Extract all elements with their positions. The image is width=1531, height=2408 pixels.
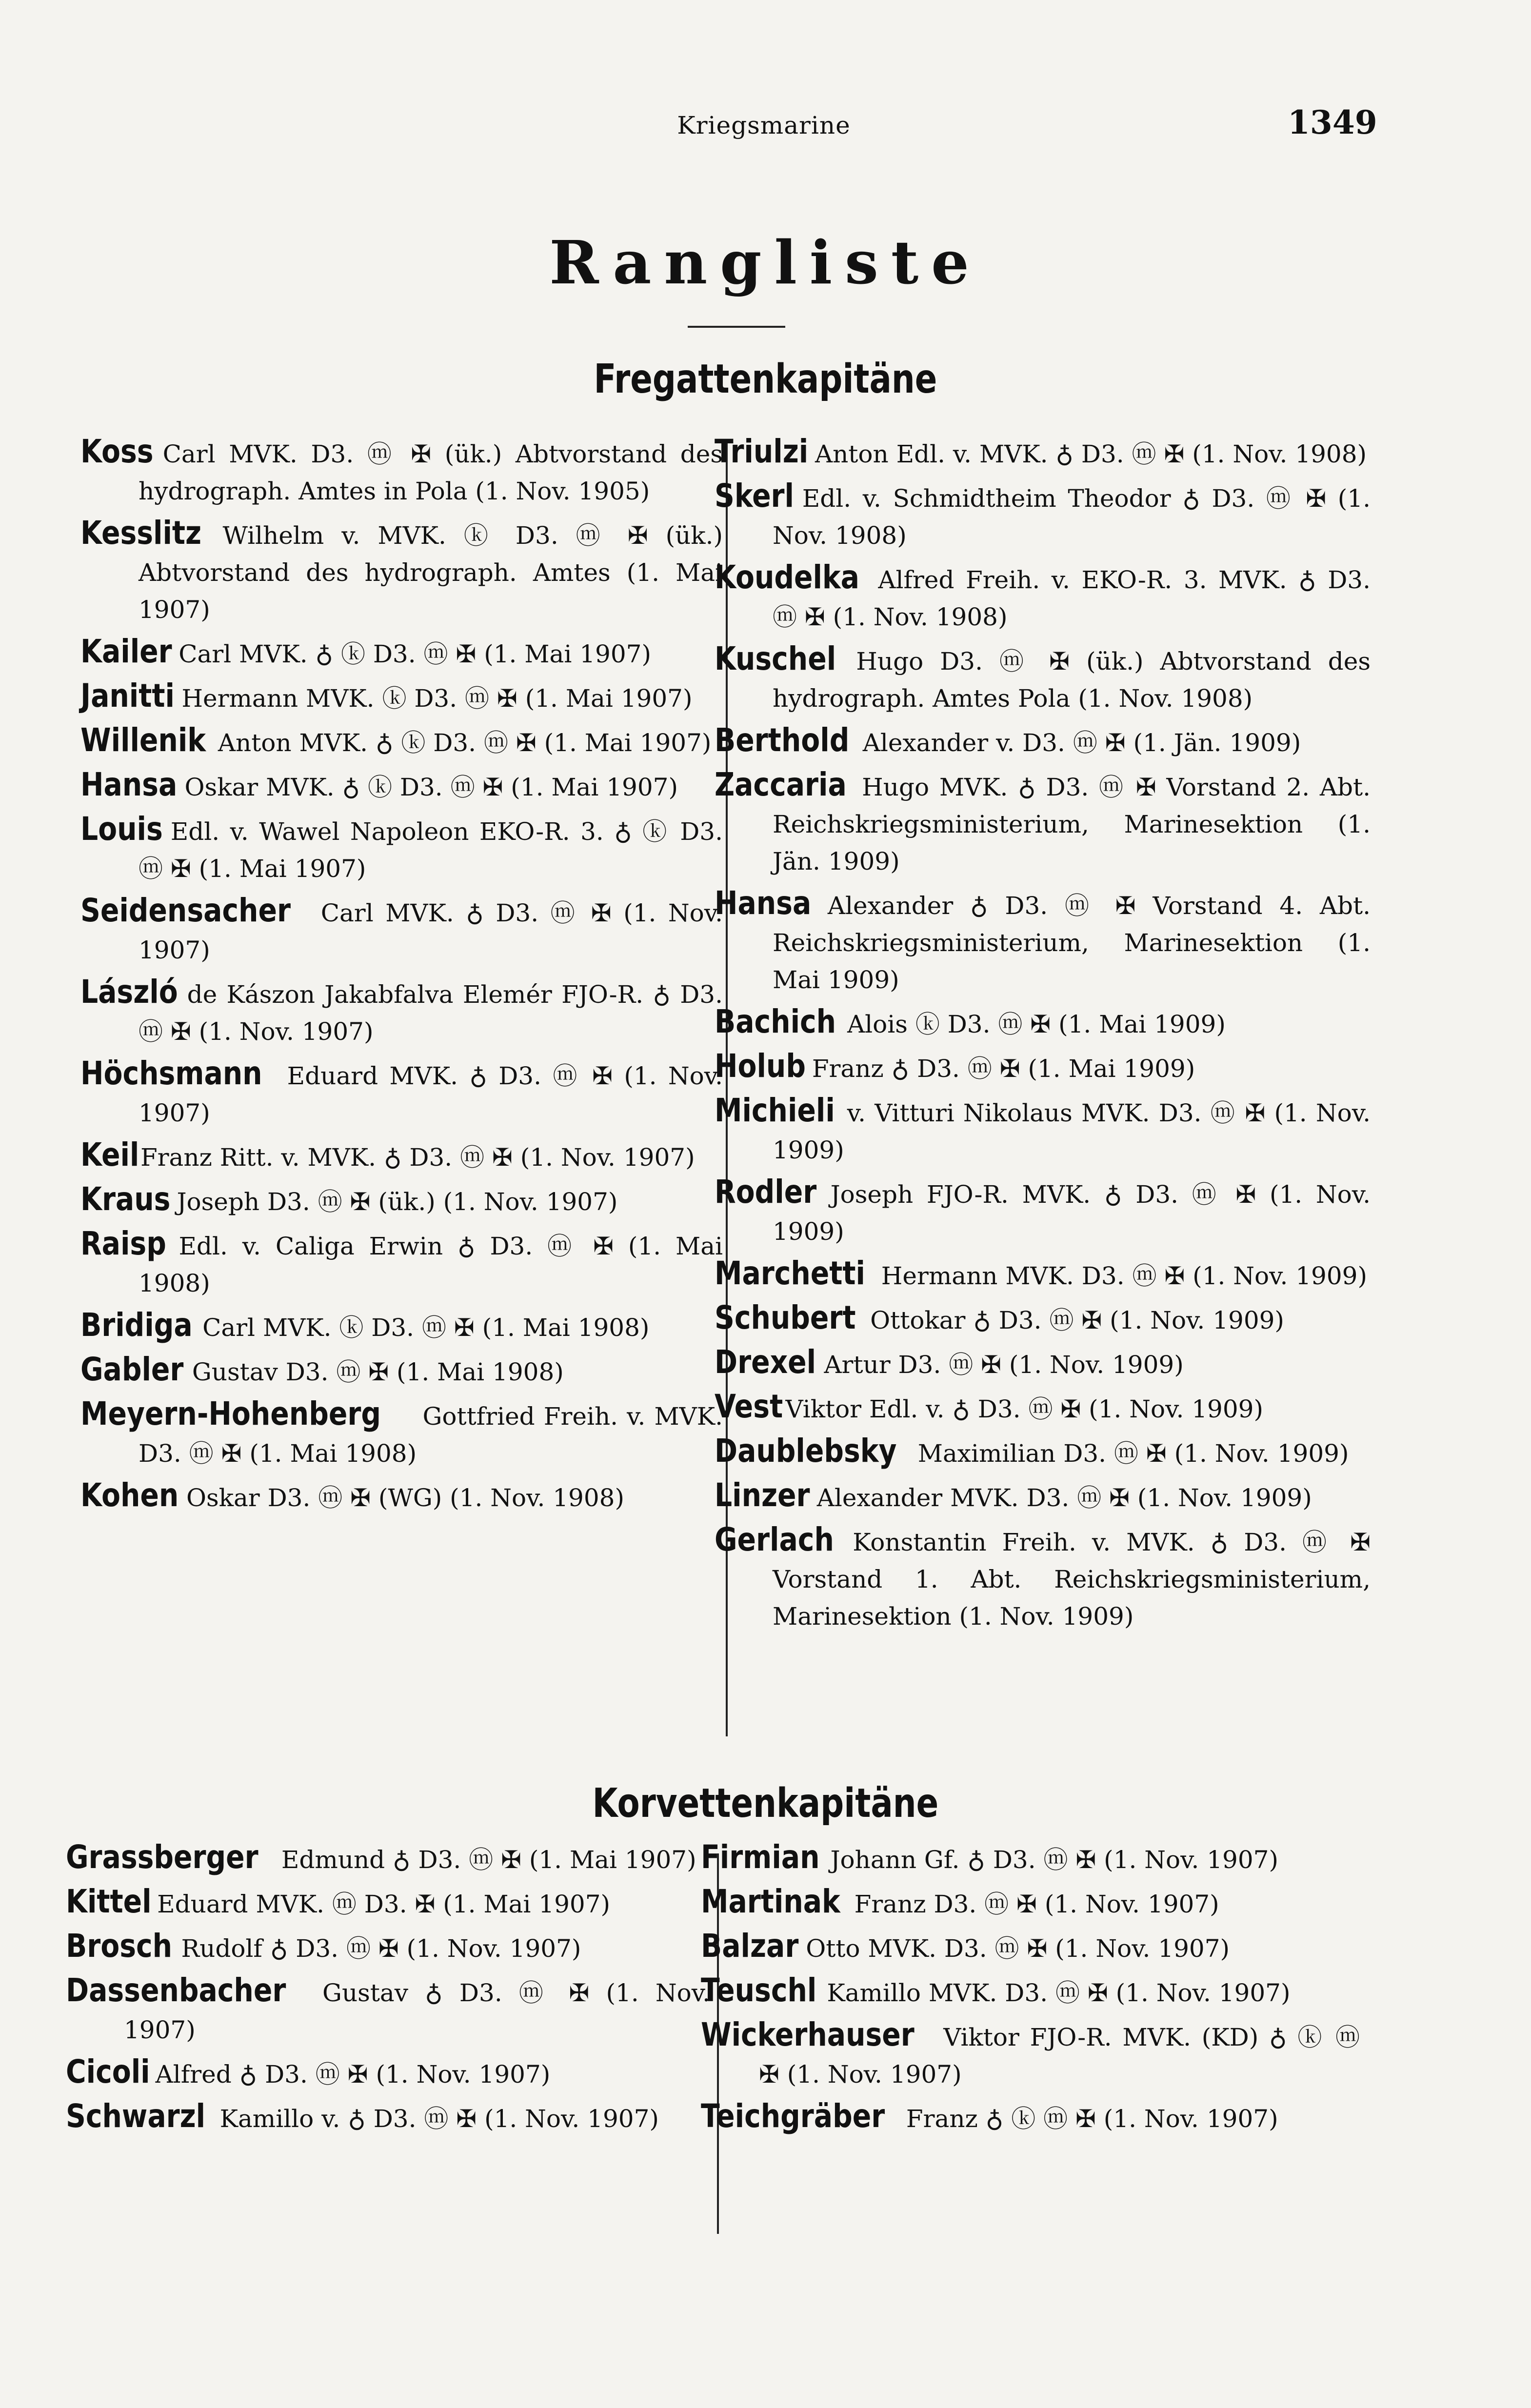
rank-entry (714, 1254, 1371, 1294)
entry-details: Hermann MVK. ⓚ D3. ⓜ ✠ (1. Mai 1907) (181, 684, 693, 713)
entry-details: Anton Edl. v. MVK. ♁ D3. ⓜ ✠ (1. Nov. 1908) (815, 440, 1367, 468)
fregattenkapitaene-right-column (714, 433, 1371, 1640)
rank-entry (80, 633, 723, 673)
entry-details: Gustav D3. ⓜ ✠ (1. Mai 1908) (192, 1358, 564, 1386)
rank-entry (80, 677, 723, 717)
rank-entry (700, 2097, 1360, 2137)
entry-surname: László (80, 973, 178, 1011)
entry-surname: Gabler (80, 1351, 184, 1388)
rank-entry (80, 721, 723, 761)
section-heading-korvettenkapitaene: Korvettenkapitäne (592, 1780, 939, 1827)
entry-details: Viktor Edl. v. ♁ D3. ⓜ ✠ (1. Nov. 1909) (785, 1395, 1263, 1423)
rank-entry (714, 1388, 1371, 1428)
entry-surname: Kesslitz (80, 514, 202, 552)
entry-details: Alexander v. D3. ⓜ ✠ (1. Jän. 1909) (862, 729, 1301, 757)
rank-entry (80, 973, 723, 1050)
entry-surname: Koss (80, 433, 154, 470)
rank-entry (700, 1883, 1360, 1923)
entry-surname: Teuschl (700, 1971, 817, 2009)
rank-entry (714, 1003, 1371, 1043)
entry-surname: Raisp (80, 1225, 166, 1262)
entry-details: Kamillo v. ♁ D3. ⓜ ✠ (1. Nov. 1907) (219, 2105, 659, 2133)
entry-surname: Kailer (80, 633, 172, 670)
entry-surname: Linzer (714, 1476, 810, 1514)
entry-details: v. Vitturi Nikolaus MVK. D3. ⓜ ✠ (1. Nov. 1909) (773, 1099, 1371, 1164)
entry-details: Joseph D3. ⓜ ✠ (ük.) (1. Nov. 1907) (177, 1188, 618, 1216)
entry-details: Alfred Freih. v. EKO-R. 3. MVK. ♁ D3. ⓜ ✠ (1. Nov. 1908) (773, 566, 1371, 631)
entry-details: Rudolf ♁ D3. ⓜ ✠ (1. Nov. 1907) (181, 1934, 581, 1963)
entry-details: Hugo D3. ⓜ ✠ (ük.) Abtvorstand des hydrograph. Amtes Pola (1. Nov. 1908) (773, 647, 1371, 713)
entry-surname: Drexel (714, 1343, 816, 1381)
entry-details: Oskar D3. ⓜ ✠ (WG) (1. Nov. 1908) (186, 1484, 624, 1512)
rank-entry (714, 1173, 1371, 1250)
entry-details: Joseph FJO-R. MVK. ♁ D3. ⓜ ✠ (1. Nov. 1909) (773, 1180, 1371, 1246)
entry-surname: Triulzi (714, 433, 809, 470)
entry-surname: Balzar (700, 1927, 799, 1965)
entry-surname: Hansa (80, 766, 178, 803)
entry-surname: Bachich (714, 1003, 836, 1040)
rank-entry (714, 1092, 1371, 1169)
rank-entry (714, 1343, 1371, 1383)
section-heading-fregattenkapitaene: Fregattenkapitäne (594, 356, 937, 402)
entry-details: Eduard MVK. ♁ D3. ⓜ ✠ (1. Nov. 1907) (139, 1062, 723, 1127)
entry-details: Maximilian D3. ⓜ ✠ (1. Nov. 1909) (917, 1439, 1349, 1468)
entry-surname: Kuschel (714, 640, 836, 677)
rank-entry (80, 810, 723, 887)
rank-entry (714, 721, 1371, 761)
rank-entry (80, 892, 723, 969)
entry-surname: Vest (714, 1388, 783, 1425)
entry-details: Alois ⓚ D3. ⓜ ✠ (1. Mai 1909) (847, 1010, 1226, 1038)
entry-details: Edl. v. Wawel Napoleon EKO-R. 3. ♁ ⓚ D3. ⓜ ✠ (1. Mai 1907) (139, 817, 723, 883)
rank-entry (700, 2016, 1360, 2093)
rank-entry (714, 640, 1371, 717)
rank-entry (80, 1395, 723, 1472)
entry-details: Alexander MVK. D3. ⓜ ✠ (1. Nov. 1909) (816, 1484, 1312, 1512)
entry-surname: Schubert (714, 1299, 856, 1336)
entry-surname: Wickerhauser (700, 2016, 915, 2053)
rank-entry (80, 1476, 723, 1516)
entry-surname: Skerl (714, 477, 795, 515)
entry-details: Franz ♁ ⓚ ⓜ ✠ (1. Nov. 1907) (906, 2105, 1278, 2133)
rank-entry (80, 1225, 723, 1302)
entry-details: Otto MVK. D3. ⓜ ✠ (1. Nov. 1907) (806, 1934, 1230, 1963)
entry-surname: Berthold (714, 721, 850, 759)
rank-entry (700, 1927, 1360, 1967)
entry-surname: Bridiga (80, 1306, 193, 1344)
korvettenkapitaene-left-column (65, 1838, 710, 2142)
entry-surname: Hansa (714, 884, 812, 922)
entry-details: Carl MVK. ♁ ⓚ D3. ⓜ ✠ (1. Mai 1907) (179, 640, 651, 668)
entry-surname: Janitti (80, 677, 175, 715)
entry-surname: Teichgräber (700, 2097, 885, 2135)
entry-details: Hermann MVK. D3. ⓜ ✠ (1. Nov. 1909) (881, 1262, 1367, 1290)
entry-surname: Louis (80, 810, 163, 848)
entry-details: Carl MVK. ⓚ D3. ⓜ ✠ (1. Mai 1908) (202, 1313, 650, 1342)
title-rule (688, 326, 785, 328)
entry-details: Edl. v. Schmidtheim Theodor ♁ D3. ⓜ ✠ (1. Nov. 1908) (773, 484, 1371, 550)
entry-surname: Marchetti (714, 1254, 866, 1292)
entry-details: Franz ♁ D3. ⓜ ✠ (1. Mai 1909) (812, 1055, 1195, 1083)
entry-details: Ottokar ♁ D3. ⓜ ✠ (1. Nov. 1909) (870, 1306, 1284, 1334)
page-title: Rangliste (549, 227, 982, 298)
entry-details: Johann Gf. ♁ D3. ⓜ ✠ (1. Nov. 1907) (830, 1846, 1278, 1874)
rank-entry (80, 1055, 723, 1132)
entry-surname: Kittel (65, 1883, 152, 1920)
entry-surname: Kraus (80, 1180, 171, 1218)
rank-entry (714, 477, 1371, 554)
running-head: Kriegsmarine (677, 111, 851, 139)
entry-details: Franz Ritt. v. MVK. ♁ D3. ⓜ ✠ (1. Nov. 1907) (140, 1143, 695, 1172)
korvettenkapitaene-right-column (700, 1838, 1360, 2142)
entry-details: Wilhelm v. MVK. ⓚ D3. ⓜ ✠ (ük.) Abtvorstand des hydrograph. Amtes (1. Mai 1907) (139, 521, 723, 624)
entry-surname: Koudelka (714, 558, 859, 596)
entry-surname: Kohen (80, 1476, 179, 1514)
entry-surname: Seidensacher (80, 892, 291, 929)
rank-entry (80, 1306, 723, 1346)
rank-entry (700, 1971, 1360, 2011)
entry-surname: Brosch (65, 1927, 173, 1965)
rank-entry (65, 1971, 710, 2049)
entry-surname: Keil (80, 1136, 139, 1174)
entry-details: Franz D3. ⓜ ✠ (1. Nov. 1907) (854, 1890, 1219, 1918)
rank-entry (65, 2097, 710, 2137)
rank-entry (714, 884, 1371, 998)
entry-details: Gottfried Freih. v. MVK. D3. ⓜ ✠ (1. Mai 1908) (139, 1402, 723, 1468)
entry-surname: Höchsmann (80, 1055, 262, 1092)
entry-details: Edl. v. Caliga Erwin ♁ D3. ⓜ ✠ (1. Mai 1908) (139, 1232, 723, 1297)
rank-entry (80, 514, 723, 628)
rank-entry (65, 1838, 710, 1878)
entry-surname: Gerlach (714, 1521, 834, 1558)
rank-entry (700, 1838, 1360, 1878)
entry-details: Konstantin Freih. v. MVK. ♁ D3. ⓜ ✠ Vorstand 1. Abt. Reichskriegsministerium, Marinesektion (1. Nov. 1909) (773, 1528, 1371, 1631)
entry-details: Gustav ♁ D3. ⓜ ✠ (1. Nov. 1907) (124, 1979, 710, 2044)
fregattenkapitaene-left-column (80, 433, 723, 1521)
rank-entry (80, 1136, 723, 1176)
rank-entry (80, 1351, 723, 1391)
rank-entry (714, 1299, 1371, 1339)
entry-details: Carl MVK. D3. ⓜ ✠ (ük.) Abtvorstand des hydrograph. Amtes in Pola (1. Nov. 1905) (139, 440, 723, 505)
rank-entry (714, 558, 1371, 636)
entry-details: Kamillo MVK. D3. ⓜ ✠ (1. Nov. 1907) (827, 1979, 1291, 2007)
entry-surname: Cicoli (65, 2053, 150, 2090)
entry-details: Carl MVK. ♁ D3. ⓜ ✠ (1. Nov. 1907) (139, 899, 723, 964)
rank-entry (714, 1047, 1371, 1087)
rank-entry (65, 1883, 710, 1923)
entry-details: Viktor FJO-R. MVK. (KD) ♁ ⓚ ⓜ ✠ (1. Nov. 1907) (759, 2023, 1360, 2089)
entry-surname: Schwarzl (65, 2097, 206, 2135)
rank-entry (714, 433, 1371, 473)
entry-surname: Martinak (700, 1883, 840, 1920)
rank-entry (80, 1180, 723, 1220)
entry-details: Oskar MVK. ♁ ⓚ D3. ⓜ ✠ (1. Mai 1907) (184, 773, 678, 801)
page-number: 1349 (1288, 103, 1377, 141)
entry-details: Edmund ♁ D3. ⓜ ✠ (1. Mai 1907) (281, 1846, 696, 1874)
entry-details: de Kászon Jakabfalva Elemér FJO-R. ♁ D3. ⓜ ✠ (1. Nov. 1907) (139, 980, 723, 1046)
entry-details: Hugo MVK. ♁ D3. ⓜ ✠ Vorstand 2. Abt. Reichskriegsministerium, Marinesektion (1. Jän. 1909) (773, 773, 1371, 876)
entry-surname: Meyern-Hohenberg (80, 1395, 381, 1433)
rank-entry (714, 1432, 1371, 1472)
entry-surname: Michieli (714, 1092, 835, 1129)
entry-surname: Dassenbacher (65, 1971, 286, 2009)
rank-entry (714, 1476, 1371, 1516)
entry-details: Artur D3. ⓜ ✠ (1. Nov. 1909) (824, 1351, 1184, 1379)
rank-entry (80, 433, 723, 510)
entry-details: Alexander ♁ D3. ⓜ ✠ Vorstand 4. Abt. Reichskriegsministerium, Marinesektion (1. Mai 1909) (773, 892, 1371, 994)
entry-details: Alfred ♁ D3. ⓜ ✠ (1. Nov. 1907) (155, 2060, 551, 2089)
entry-surname: Zaccaria (714, 766, 847, 803)
entry-surname: Grassberger (65, 1838, 258, 1876)
rank-entry (65, 1927, 710, 1967)
entry-surname: Rodler (714, 1173, 817, 1211)
rank-entry (714, 766, 1371, 880)
entry-surname: Daublebsky (714, 1432, 897, 1470)
rank-entry (80, 766, 723, 806)
entry-surname: Willenik (80, 721, 206, 759)
entry-details: Anton MVK. ♁ ⓚ D3. ⓜ ✠ (1. Mai 1907) (218, 729, 712, 757)
entry-surname: Firmian (700, 1838, 820, 1876)
entry-surname: Holub (714, 1047, 806, 1085)
rank-entry (65, 2053, 710, 2093)
entry-details: Eduard MVK. ⓜ D3. ✠ (1. Mai 1907) (157, 1890, 611, 1918)
rank-entry (714, 1521, 1371, 1635)
